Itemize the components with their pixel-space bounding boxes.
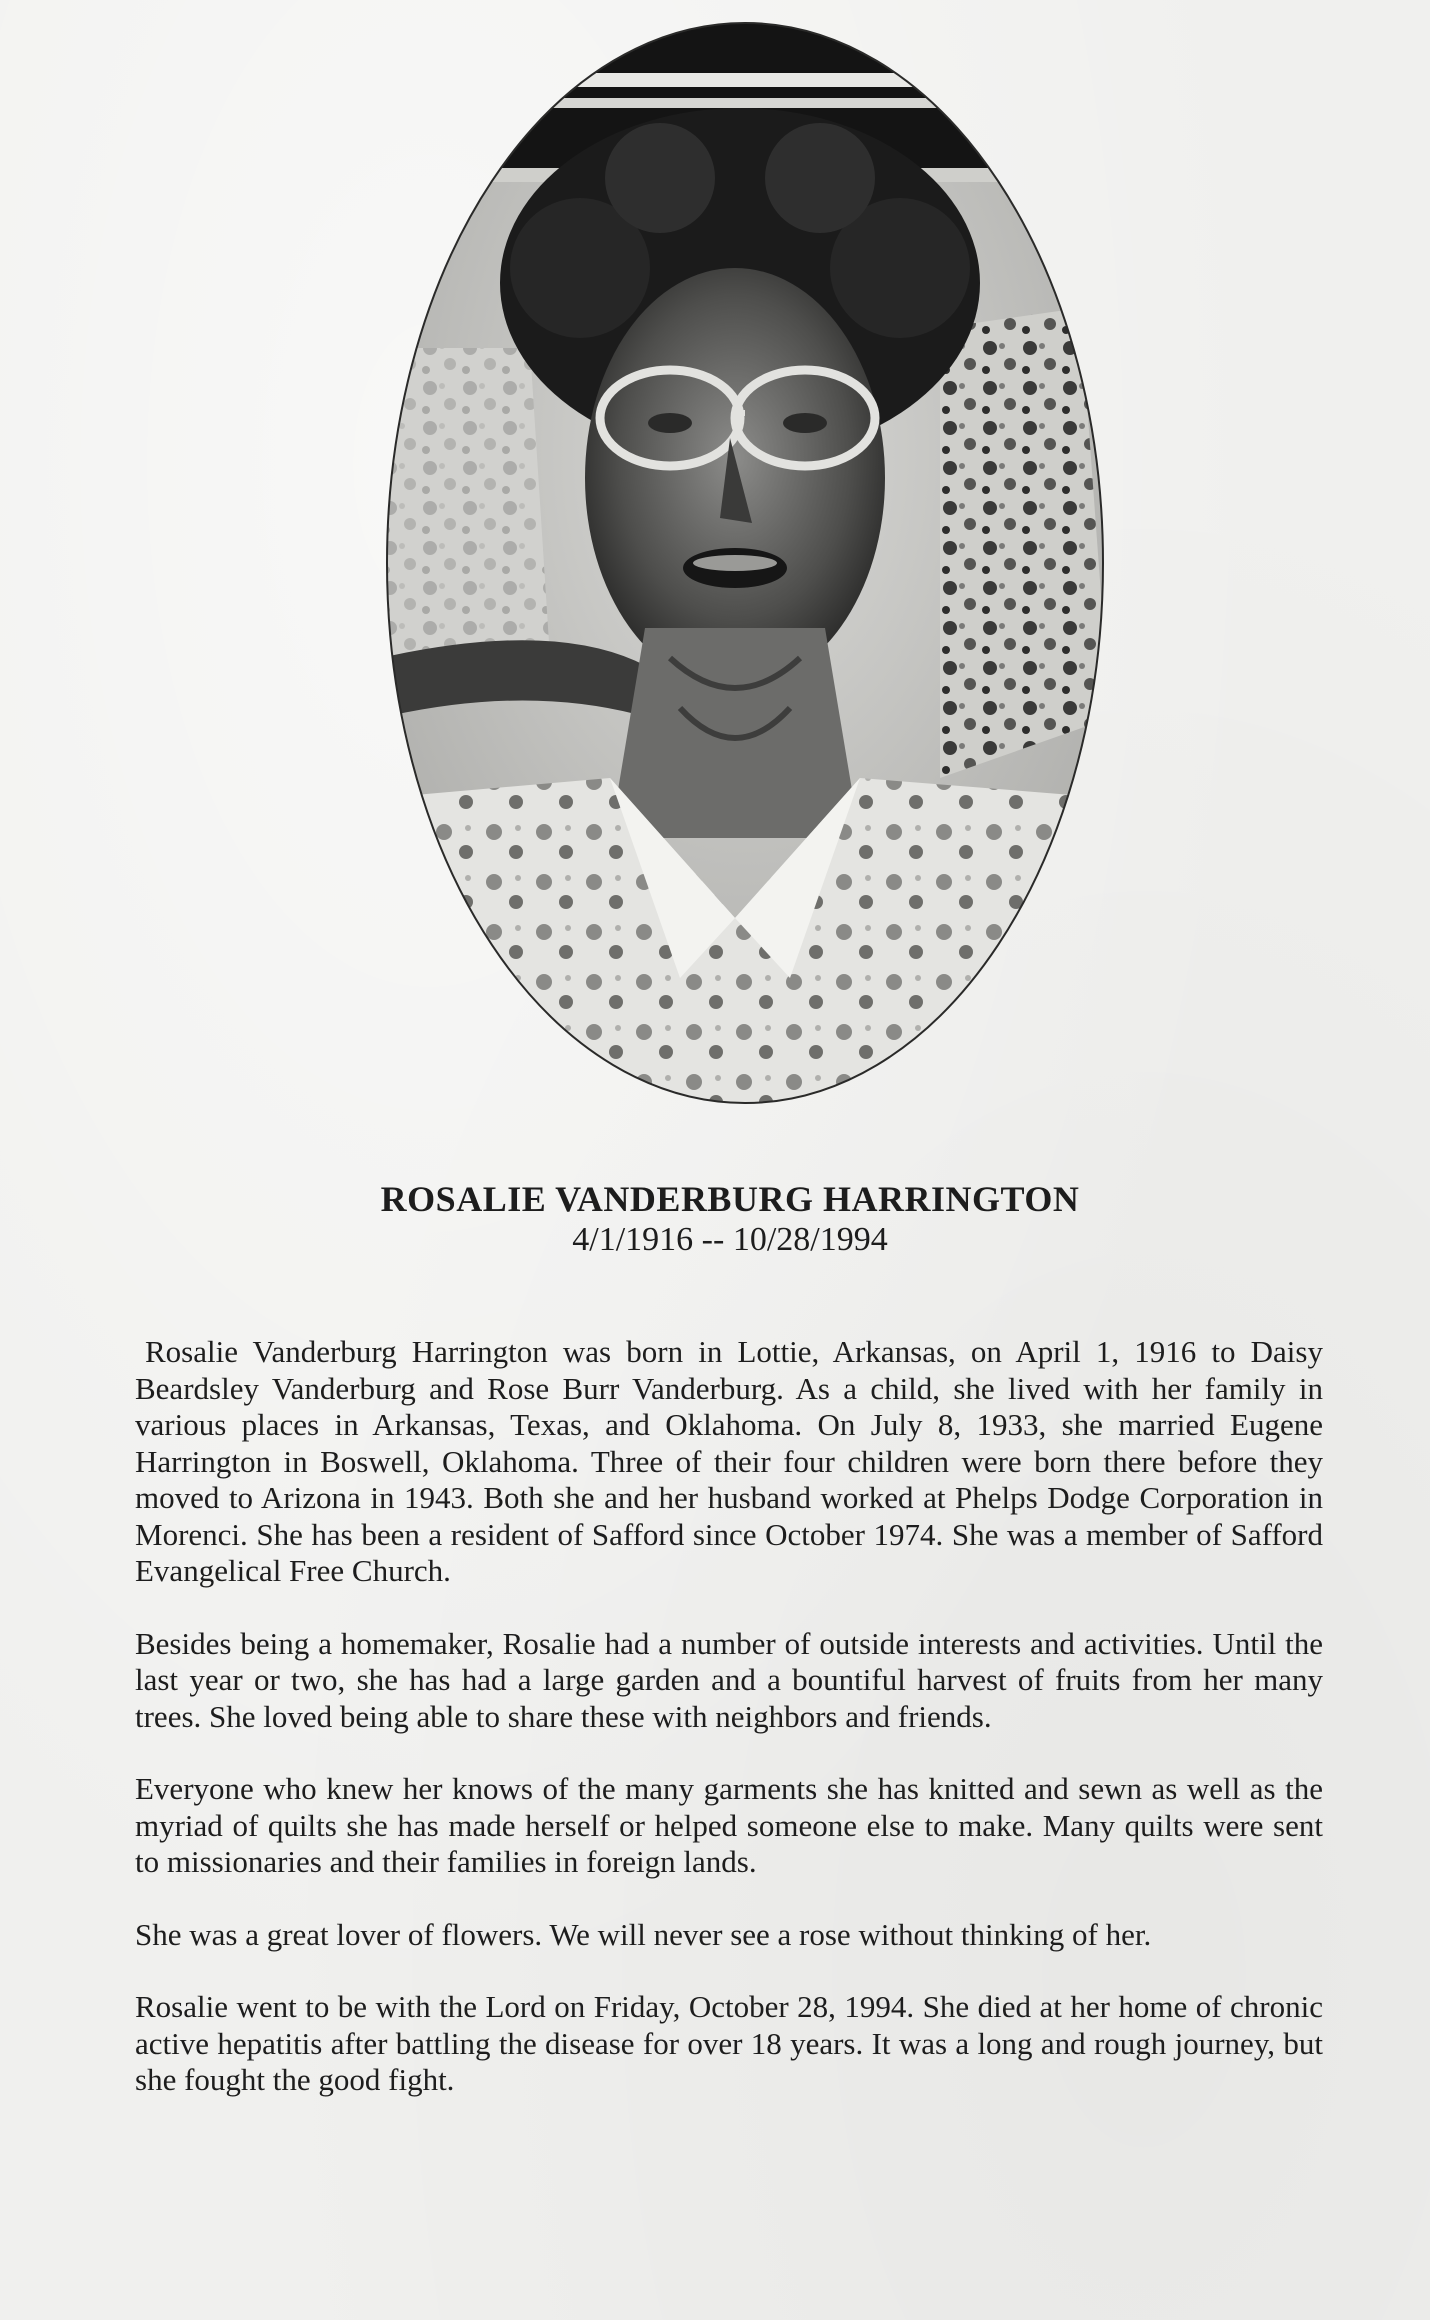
paragraph-interests: Besides being a homemaker, Rosalie had a number of outside interests and activities. Until the last year or two, she has had a large garden and a bountiful harvest of fruits from her many trees. She loved being able to share these with neighbors and friends. <box>135 1625 1323 1734</box>
obituary-body <box>135 1334 1323 2135</box>
title-block <box>0 1178 1430 1260</box>
paragraph-quilts: Everyone who knew her knows of the many garments she has knitted and sewn as well as the myriad of quilts she has made herself or helped someone else to make. Many quilts were sent to missionaries and their families in foreign lands. <box>135 1771 1323 1879</box>
oval-portrait <box>380 18 1110 1108</box>
paragraph-flowers: She was a great lover of flowers. We will never see a rose without thinking of her. <box>135 1916 1152 1952</box>
life-dates: 4/1/1916 -- 10/28/1994 <box>572 1221 888 1258</box>
portrait-photo <box>380 18 1110 1108</box>
paragraph-passing: Rosalie went to be with the Lord on Friday, October 28, 1994. She died at her home of chronic active hepatitis after battling the disease for over 18 years. It was a long and rough journey, but she fought the good fight. <box>135 1989 1323 2097</box>
deceased-name: ROSALIE VANDERBURG HARRINGTON <box>380 1179 1080 1219</box>
paragraph-biography: Rosalie Vanderburg Harrington was born in Lottie, Arkansas, on April 1, 1916 to Daisy Beardsley Vanderburg and Rose Burr Vanderburg. As a child, she lived with her family in various places in Arkansas, Texas, and Oklahoma. On July 8, 1933, she married Eugene Harrington in Boswell, Oklahoma. Three of their four children were born there before they moved to Arizona in 1943. Both she and her husband worked at Phelps Dodge Corporation in Morenci. She has been a resident of Safford since October 1974. She was a member of Safford Evangelical Free Church. <box>135 1334 1323 1588</box>
